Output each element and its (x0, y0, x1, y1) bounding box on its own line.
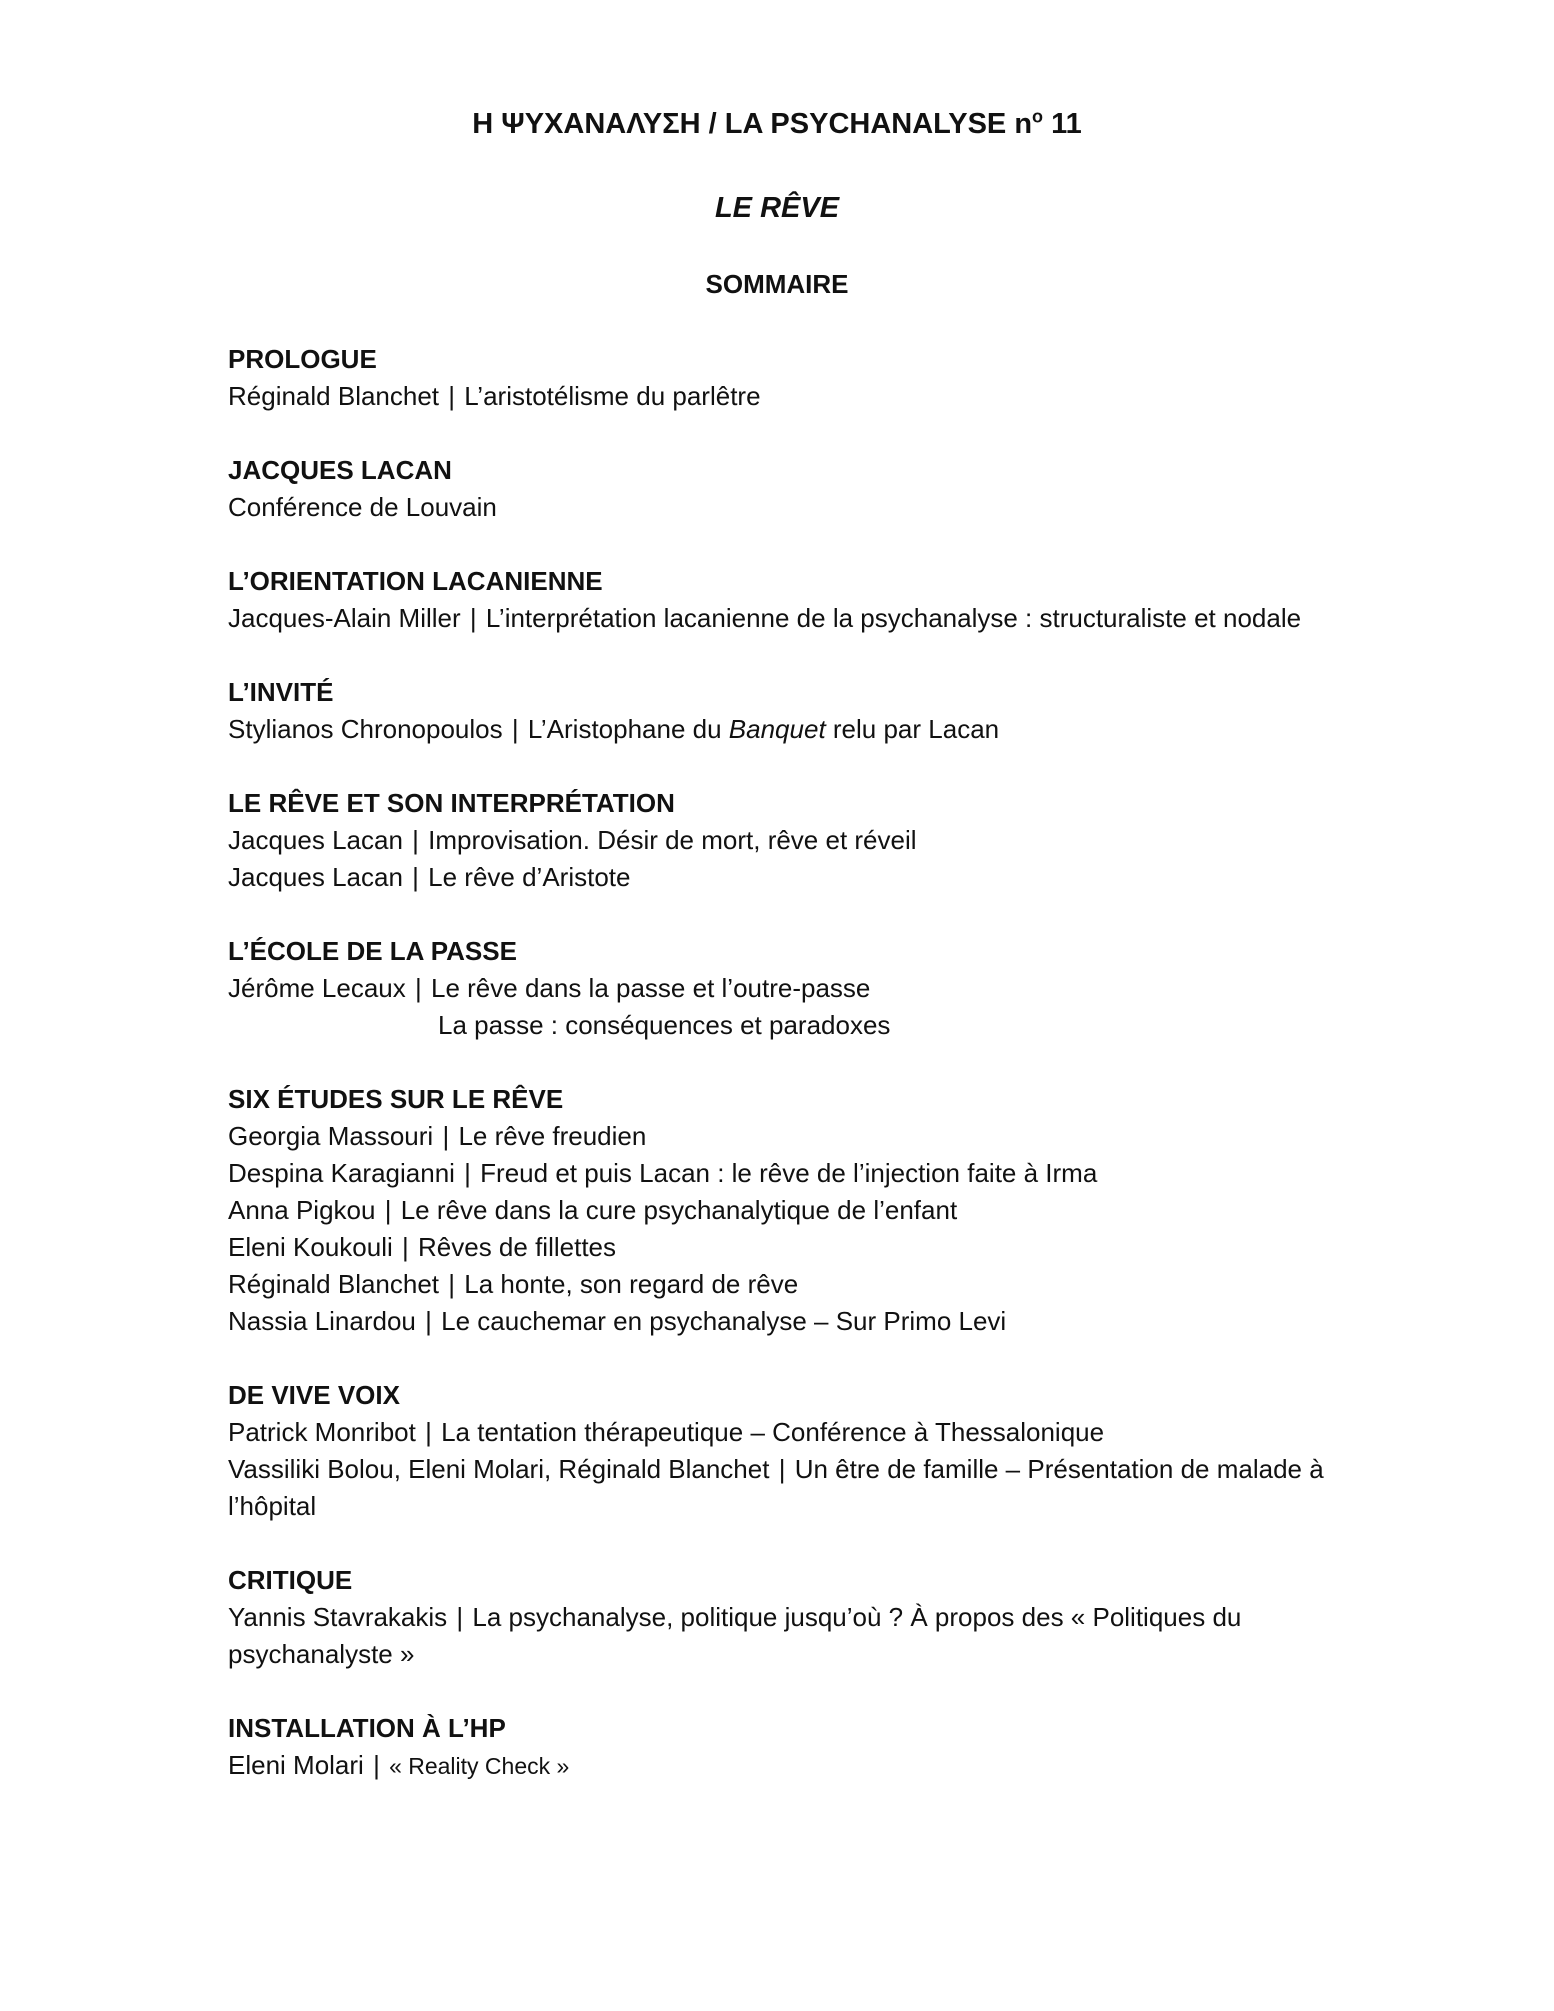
entry-separator: | (412, 825, 419, 855)
entry-title: La psychanalyse, politique jusqu’où ? À propos des « Politiques du psychanalyste » (228, 1602, 1242, 1669)
entry-author: Jérôme Lecaux (228, 973, 406, 1003)
entry-separator: | (373, 1750, 380, 1780)
entry-title: L’interprétation lacanienne de la psychanalyse : structuraliste et nodale (485, 603, 1302, 633)
toc-entry (228, 1599, 1328, 1673)
entry-title: Le cauchemar en psychanalyse – Sur Primo Levi (441, 1306, 1007, 1336)
toc-entry (228, 1303, 1328, 1340)
entry-separator: | (469, 603, 477, 633)
toc-entry (228, 1155, 1328, 1192)
entry-title: La honte, son regard de rêve (464, 1269, 799, 1299)
entry-separator: | (511, 714, 519, 744)
section-jacques-lacan (228, 452, 1328, 526)
entry-author: Georgia Massouri (228, 1121, 434, 1151)
entry-separator: | (448, 1269, 456, 1299)
entry-title: Le rêve d’Aristote (428, 862, 631, 892)
section-title: INSTALLATION À L’HP (228, 1713, 506, 1743)
toc-entry (228, 1118, 1328, 1155)
toc-entry (228, 711, 1328, 748)
toc-entry (228, 1266, 1328, 1303)
entry-author: Stylianos Chronopoulos (228, 714, 503, 744)
entry-author: Jacques-Alain Miller (228, 603, 461, 633)
section-title: L’INVITÉ (228, 677, 334, 707)
section-title: L’ÉCOLE DE LA PASSE (228, 936, 517, 966)
toc-entry (228, 378, 1328, 415)
section-title: LE RÊVE ET SON INTERPRÉTATION (228, 788, 675, 818)
section-title: L’ORIENTATION LACANIENNE (228, 566, 603, 596)
entry-title: Le rêve dans la passe et l’outre-passe (431, 973, 871, 1003)
entry-author: Eleni Molari (228, 1750, 364, 1780)
issue-theme: LE RÊVE (714, 192, 840, 224)
entry-author: Despina Karagianni (228, 1158, 455, 1188)
toc-entry-continuation: La passe : conséquences et paradoxes (438, 1010, 891, 1040)
entry-separator: | (778, 1454, 786, 1484)
entry-author: Réginald Blanchet (228, 1269, 440, 1299)
entry-title: Rêves de fillettes (418, 1232, 616, 1262)
entry-author: Patrick Monribot (228, 1417, 416, 1447)
entry-separator: | (425, 1306, 432, 1336)
entry-title: Le rêve freudien (458, 1121, 647, 1151)
entry-author: Jacques Lacan (228, 862, 403, 892)
section-ecole-de-la-passe (228, 933, 1328, 1044)
section-installation-hp (228, 1710, 1328, 1785)
table-of-contents (228, 341, 1328, 1822)
entry-separator: | (412, 862, 419, 892)
toc-entry (228, 600, 1328, 637)
entry-separator: | (415, 973, 422, 1003)
entry-separator: | (456, 1602, 464, 1632)
entry-title: La tentation thérapeutique – Conférence à Thessalonique (441, 1417, 1105, 1447)
toc-entry (228, 1451, 1328, 1525)
toc-entry (228, 1414, 1328, 1451)
entry-title: Le rêve dans la cure psychanalytique de l’enfant (400, 1195, 958, 1225)
entry-separator: | (402, 1232, 409, 1262)
entry-title-end: relu par Lacan (825, 714, 1000, 744)
entry-title: Improvisation. Désir de mort, rêve et réveil (428, 825, 917, 855)
entry-title-start: L’Aristophane du (527, 714, 729, 744)
entry-author: Yannis Stavrakakis (228, 1602, 448, 1632)
toc-entry (228, 1747, 1328, 1785)
toc-entry (228, 489, 1328, 526)
entry-separator: | (425, 1417, 432, 1447)
entry-author: Réginald Blanchet (228, 381, 440, 411)
entry-separator: | (384, 1195, 392, 1225)
entry-title: Conférence de Louvain (228, 492, 497, 522)
entry-author: Anna Pigkou (228, 1195, 376, 1225)
entry-separator: | (442, 1121, 450, 1151)
section-title: CRITIQUE (228, 1565, 353, 1595)
summary-heading: SOMMAIRE (705, 269, 849, 299)
entry-title: Freud et puis Lacan : le rêve de l’injection faite à Irma (480, 1158, 1098, 1188)
entry-title: Un être de famille – Présentation de malade à l’hôpital (228, 1454, 1324, 1521)
toc-entry (228, 1229, 1328, 1266)
entry-author: Jacques Lacan (228, 825, 403, 855)
entry-author: Nassia Linardou (228, 1306, 416, 1336)
section-title: JACQUES LACAN (228, 455, 452, 485)
entry-title: « Reality Check » (389, 1753, 570, 1779)
journal-title: Η ΨΥΧΑΝΑΛΥΣΗ / LA PSYCHANALYSE $n^o$ 11 (472, 106, 1082, 140)
toc-entry (228, 1192, 1328, 1229)
entry-title-italic: Banquet (728, 714, 826, 744)
toc-entry (228, 822, 1328, 859)
section-reve-interpretation (228, 785, 1328, 896)
section-six-etudes (228, 1081, 1328, 1340)
section-orientation-lacanienne (228, 563, 1328, 637)
entry-author: Vassiliki Bolou, Eleni Molari, Réginald Blanchet (228, 1454, 770, 1484)
section-title: DE VIVE VOIX (228, 1380, 400, 1410)
entry-author: Eleni Koukouli (228, 1232, 393, 1262)
toc-entry (228, 970, 1328, 1007)
entry-separator: | (448, 381, 456, 411)
section-critique (228, 1562, 1328, 1673)
section-title: PROLOGUE (228, 344, 377, 374)
entry-separator: | (464, 1158, 471, 1188)
section-de-vive-voix (228, 1377, 1328, 1525)
toc-entry (228, 859, 1328, 896)
section-prologue (228, 341, 1328, 415)
section-title: SIX ÉTUDES SUR LE RÊVE (228, 1084, 564, 1114)
entry-title: L’aristotélisme du parlêtre (464, 381, 761, 411)
section-invite (228, 674, 1328, 748)
